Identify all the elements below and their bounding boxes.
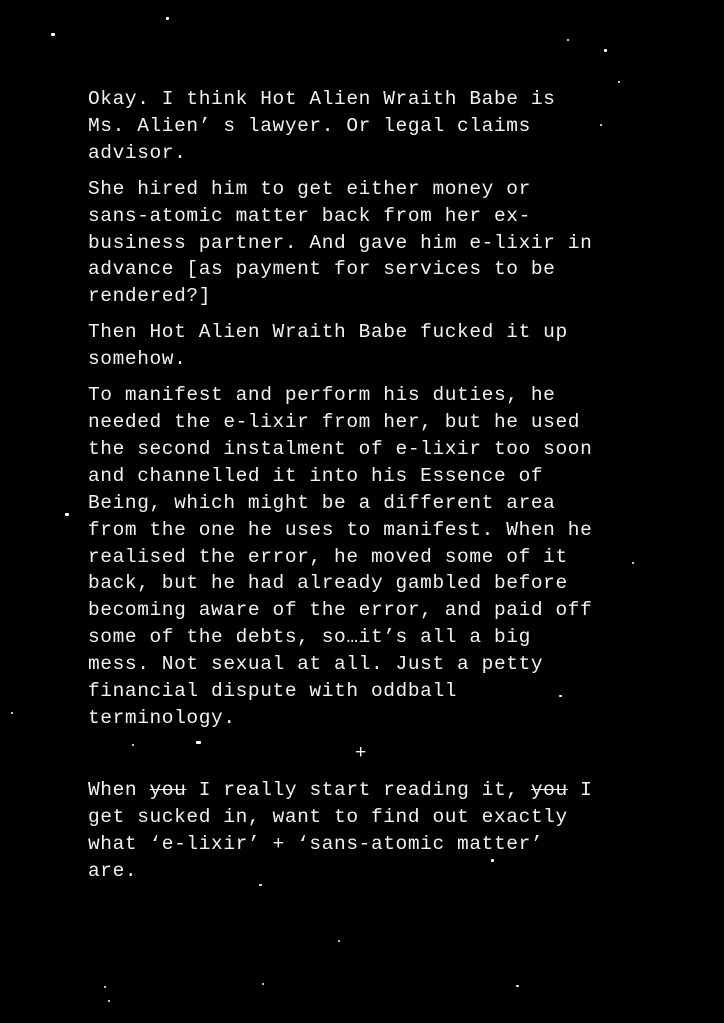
- reading-text-b: I really start reading it,: [186, 779, 531, 801]
- reading-line-one: [88, 777, 648, 804]
- speck: [51, 33, 55, 36]
- speck: [196, 741, 201, 744]
- speck: [108, 1000, 110, 1002]
- reading-text-c: I: [567, 779, 593, 801]
- paragraph-reading: [88, 777, 648, 885]
- struck-word-2: you: [530, 779, 568, 801]
- paragraph-manifest: To manifest and perform his duties, he needed the e-lixir from her, but he used the second instalment of e-lixir too soon and channelled it into his Essence of Being, which might be a different area from the one he uses to manifest. When he realised the error, he moved some of it back, but he had already gambled before becoming aware of the error, and paid off some of the debts, so…it’s all a big mess. Not sexual at all. Just a petty financial dispute with oddball terminology.: [88, 384, 593, 729]
- paragraph-fucked-up: Then Hot Alien Wraith Babe fucked it up somehow.: [88, 321, 568, 371]
- speck: [632, 562, 634, 564]
- speck: [618, 81, 620, 83]
- paragraph-hired: She hired him to get either money or sans-atomic matter back from her ex- business partner. And gave him e-lixir in advance [as payment for services to be rendered?]: [88, 177, 593, 308]
- reading-rest: get sucked in, want to find out exactly what ‘e-lixir’ + ‘sans-atomic matter’ are.: [88, 805, 568, 882]
- notes-body: [88, 86, 648, 741]
- speck: [600, 124, 602, 126]
- speck: [567, 39, 569, 41]
- speck: [11, 712, 13, 714]
- reading-text-a: When: [88, 779, 150, 801]
- speck: [338, 940, 340, 942]
- paragraph-lawyer: Okay. I think Hot Alien Wraith Babe is Ms. Alien’ s lawyer. Or legal claims advisor.: [88, 88, 556, 164]
- speck: [166, 17, 169, 20]
- speck: [104, 986, 106, 988]
- struck-word-1: you: [149, 779, 187, 801]
- speck: [491, 859, 494, 862]
- speck: [516, 985, 519, 987]
- speck: [262, 983, 264, 985]
- speck: [132, 744, 134, 746]
- speck: [259, 884, 262, 886]
- speck: [604, 49, 607, 52]
- speck: [559, 695, 562, 697]
- plus-separator: +: [355, 742, 367, 764]
- speck: [65, 513, 69, 516]
